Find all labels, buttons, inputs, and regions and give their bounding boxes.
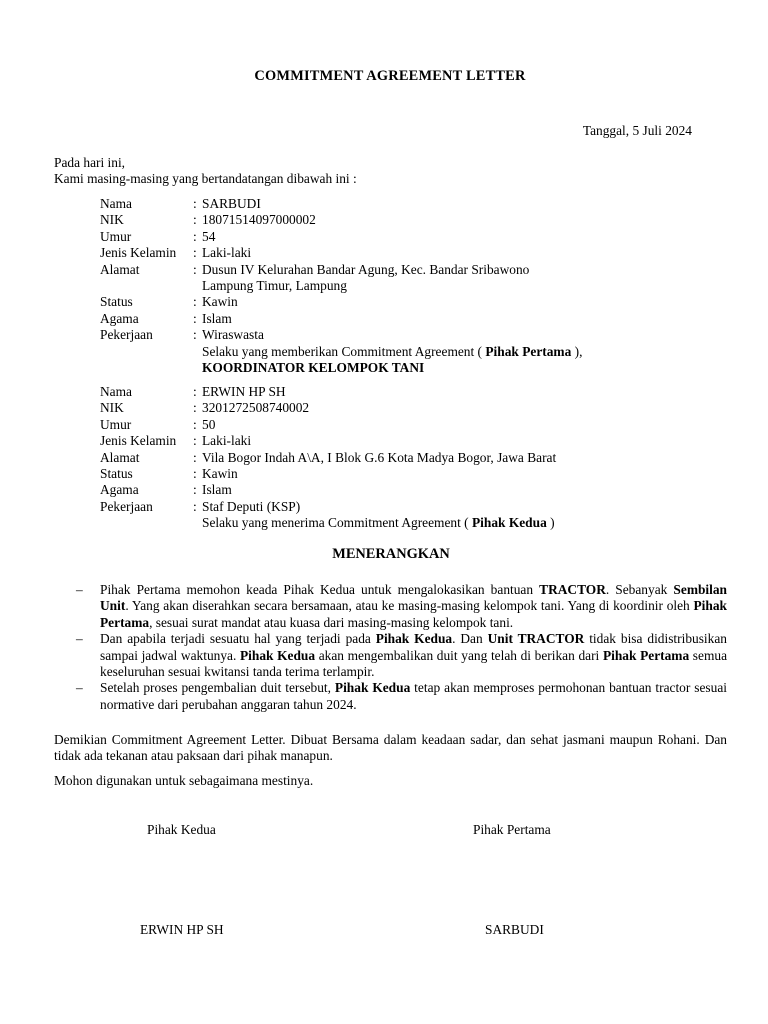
party1-row-status <box>100 294 582 310</box>
point-item <box>76 631 727 680</box>
bullet-dash: – <box>76 582 83 597</box>
label-jenis-kelamin: Jenis Kelamin <box>100 245 177 261</box>
point1-bold1: TRACTOR <box>539 582 606 597</box>
label-umur: Umur <box>100 416 132 432</box>
point2-bold2: Unit TRACTOR <box>487 631 585 647</box>
party2-umur: 50 <box>202 416 216 432</box>
colon: : <box>193 196 197 211</box>
point2-text3: tidak bisa didistribusikan sampai jadwal waktunya. <box>100 631 727 663</box>
colon: : <box>193 482 197 498</box>
party2-row-nik <box>100 400 556 416</box>
party1-pekerjaan: Wiraswasta <box>202 327 264 343</box>
party2-row-agama <box>100 482 556 498</box>
signature-label-left: Pihak Kedua <box>147 822 216 837</box>
label-nik: NIK <box>100 212 124 228</box>
intro <box>54 155 357 188</box>
point1-text1: Pihak Pertama memohon keada Pihak Kedua untuk mengalokasikan bantuan <box>100 582 540 597</box>
party2-row-pekerjaan <box>100 499 556 515</box>
point1-text2: . Sebanyak <box>605 582 674 597</box>
party1-row-agama <box>100 311 582 327</box>
colon: : <box>193 416 197 432</box>
party2-role-prefix: Selaku yang menerima Commitment Agreement ( <box>202 515 472 531</box>
party1-jenis-kelamin: Laki-laki <box>202 245 252 261</box>
point2-text2: . Dan <box>452 631 488 647</box>
label-pekerjaan: Pekerjaan <box>100 498 153 514</box>
party1-role-prefix: Selaku yang memberikan Commitment Agreement ( <box>202 343 486 359</box>
signature-name-left: ERWIN HP SH <box>140 922 224 937</box>
point2-text4: akan mengembalikan duit yang telah di berikan dari <box>315 647 603 663</box>
party2-jenis-kelamin: Laki-laki <box>202 433 252 449</box>
party2-pekerjaan: Staf Deputi (KSP) <box>202 498 301 514</box>
party2-agama: Islam <box>202 482 232 498</box>
party2-role-suffix: ) <box>546 515 555 531</box>
party2-row-status <box>100 466 556 482</box>
colon: : <box>193 449 197 465</box>
letter-title: COMMITMENT AGREEMENT LETTER <box>254 68 526 84</box>
points-list <box>76 582 727 713</box>
point2-text5: semua keseluruhan sesuai kwitansi tanda terima terlampir. <box>100 647 728 680</box>
party1-umur: 54 <box>202 228 216 244</box>
point3-text2: tetap akan memproses permohonan bantuan tractor sesuai normative dari perubahan anggaran tahun 2024. <box>100 680 727 712</box>
party2-row-umur <box>100 417 556 433</box>
party2-row-nama <box>100 384 556 400</box>
colon: : <box>193 294 197 310</box>
party1-row-umur <box>100 229 582 245</box>
party1-alamat-line1: Dusun IV Kelurahan Bandar Agung, Kec. Bandar Sribawono <box>202 261 530 277</box>
party1-agama: Islam <box>202 310 232 326</box>
party1-row-pekerjaan <box>100 327 582 343</box>
colon: : <box>193 465 197 481</box>
party2-role-bold: Pihak Kedua <box>471 515 547 531</box>
point2-bold1: Pihak Kedua <box>375 631 453 647</box>
colon: : <box>193 228 197 244</box>
label-nama: Nama <box>100 384 132 399</box>
party2-row-jenis-kelamin <box>100 433 556 449</box>
point3-text1: Setelah proses pengembalian duit tersebut, <box>100 680 335 696</box>
party-second-details <box>100 384 556 532</box>
point3-bold1: Pihak Kedua <box>334 680 411 696</box>
intro-line-1: Pada hari ini, <box>54 155 126 170</box>
party1-nik: 18071514097000002 <box>202 212 316 228</box>
point2-bold3: Pihak Kedua <box>239 647 316 663</box>
bullet-dash: – <box>76 631 83 647</box>
point1-text3: . Yang akan diserahkan secara bersamaan, atau ke masing-masing kelompok tani. Yang di koordinir oleh <box>125 598 694 614</box>
point2-bold4: Pihak Pertama <box>602 647 690 663</box>
party2-alamat: Vila Bogor Indah A\A, I Blok G.6 Kota Madya Bogor, Jawa Barat <box>202 449 557 465</box>
label-nik: NIK <box>100 400 124 416</box>
final-line: Mohon digunakan untuk sebagaimana mestinya. <box>54 773 314 788</box>
party1-role-suffix: ), <box>571 343 583 359</box>
colon: : <box>193 310 197 326</box>
party1-row-nik <box>100 212 582 228</box>
party1-role <box>100 344 582 360</box>
colon: : <box>193 261 197 277</box>
colon: : <box>193 433 197 449</box>
label-pekerjaan: Pekerjaan <box>100 327 153 343</box>
point1-text4: , sesuai surat mandat atau kuasa dari masing-masing kelompok tani. <box>149 614 514 630</box>
party2-role <box>100 515 556 531</box>
letter-date: Tanggal, 5 Juli 2024 <box>582 123 692 138</box>
colon: : <box>193 327 197 343</box>
colon: : <box>193 384 197 399</box>
party1-row-alamat <box>100 262 582 278</box>
party1-row-jenis-kelamin <box>100 245 582 261</box>
party1-row-nama <box>100 196 582 212</box>
colon: : <box>193 245 197 261</box>
point-item <box>76 680 727 713</box>
label-agama: Agama <box>100 482 139 498</box>
party1-role-bold: Pihak Pertama <box>485 343 572 359</box>
label-umur: Umur <box>100 228 132 244</box>
party1-nama: SARBUDI <box>202 196 261 211</box>
label-jenis-kelamin: Jenis Kelamin <box>100 433 177 449</box>
party2-nama: ERWIN HP SH <box>202 384 286 399</box>
point1-bold2: Sembilan Unit <box>100 582 727 614</box>
point2-text1: Dan apabila terjadi sesuatu hal yang terjadi pada <box>100 631 376 647</box>
section-title: MENERANGKAN <box>332 546 450 562</box>
label-status: Status <box>100 465 133 481</box>
label-alamat: Alamat <box>100 261 140 277</box>
party2-nik: 3201272508740002 <box>202 400 310 416</box>
point-item <box>76 582 727 631</box>
colon: : <box>193 400 197 416</box>
party1-status: Kawin <box>202 294 238 310</box>
signature-label-right: Pihak Pertama <box>473 822 551 837</box>
party2-status: Kawin <box>202 465 238 481</box>
label-nama: Nama <box>100 196 132 211</box>
intro-line-2: Kami masing-masing yang bertandatangan dibawah ini : <box>54 171 357 187</box>
closing-paragraph: Demikian Commitment Agreement Letter. Dibuat Bersama dalam keadaan sadar, dan sehat jasmani maupun Rohani. Dan tidak ada tekanan atau paksaan dari pihak manapun. <box>54 732 727 764</box>
label-status: Status <box>100 294 133 310</box>
signature-name-right: SARBUDI <box>485 922 544 937</box>
point1-bold3: Pihak Pertama <box>100 598 727 630</box>
party1-position: KOORDINATOR KELOMPOK TANI <box>202 359 425 375</box>
label-agama: Agama <box>100 310 139 326</box>
bullet-dash: – <box>76 680 83 696</box>
label-alamat: Alamat <box>100 449 140 465</box>
party2-row-alamat <box>100 450 556 466</box>
party1-alamat-line2: Lampung Timur, Lampung <box>202 277 347 293</box>
party-first-details <box>100 196 582 376</box>
colon: : <box>193 212 197 228</box>
colon: : <box>193 498 197 514</box>
